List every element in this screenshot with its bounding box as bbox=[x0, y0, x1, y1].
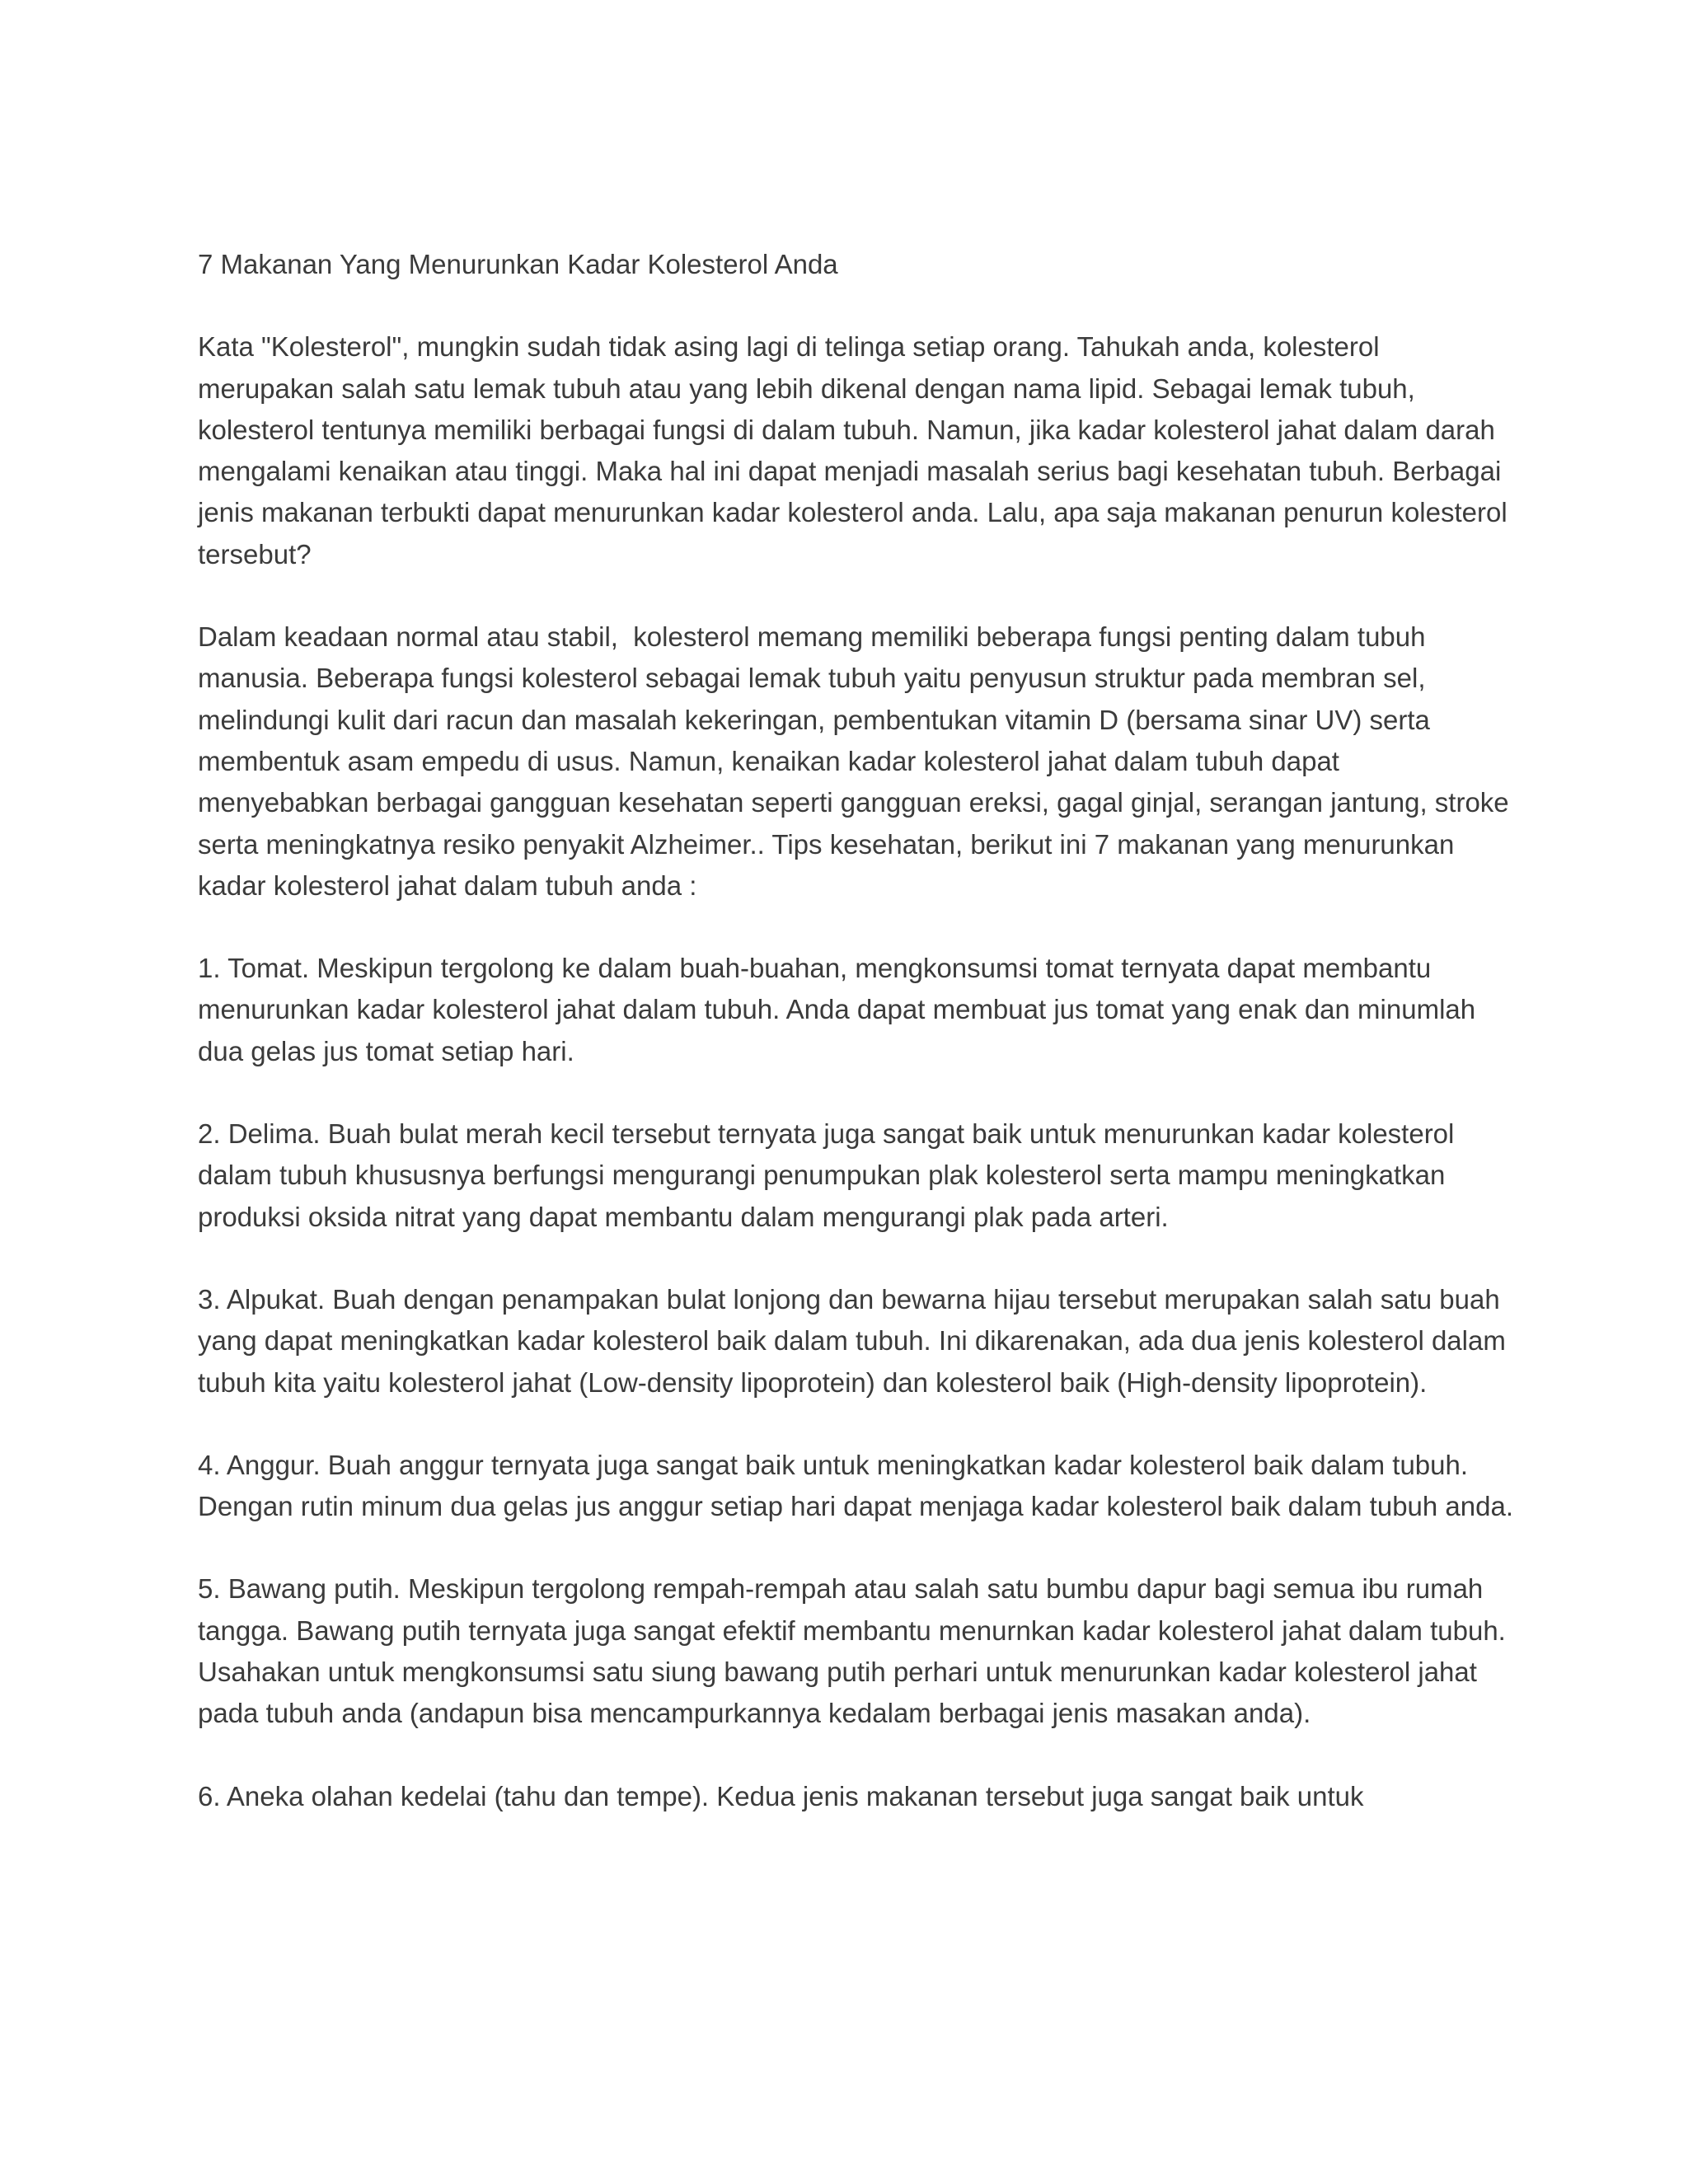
background-paragraph: Dalam keadaan normal atau stabil, kolesterol memang memiliki beberapa fungsi penting dalam tubuh manusia. Beberapa fungsi kolesterol sebagai lemak tubuh yaitu penyusun struktur pada membran sel, melindungi kulit dari racun dan masalah kekeringan, pembentukan vitamin D (bersama sinar UV) serta membentuk asam empedu di usus. Namun, kenaikan kadar kolesterol jahat dalam tubuh dapat menyebabkan berbagai gangguan kesehatan seperti gangguan ereksi, gagal ginjal, serangan jantung, stroke serta meningkatnya resiko penyakit Alzheimer.. Tips kesehatan, berikut ini 7 makanan yang menurunkan kadar kolesterol jahat dalam tubuh anda : bbox=[198, 621, 1517, 901]
list-item-delima: 2. Delima. Buah bulat merah kecil tersebut ternyata juga sangat baik untuk menurunkan kadar kolesterol dalam tubuh khususnya berfungsi mengurangi penumpukan plak kolesterol serta mampu meningkatkan produksi oksida nitrat yang dapat membantu dalam mengurangi plak pada arteri. bbox=[198, 1118, 1462, 1232]
document-page bbox=[198, 244, 1517, 1858]
list-item-kedelai: 6. Aneka olahan kedelai (tahu dan tempe). Kedua jenis makanan tersebut juga sangat baik untuk bbox=[198, 1780, 1364, 1811]
list-item-bawang-putih: 5. Bawang putih. Meskipun tergolong rempah-rempah atau salah satu bumbu dapur bagi semua ibu rumah tangga. Bawang putih ternyata juga sangat efektif membantu menurnkan kadar kolesterol jahat dalam tubuh. Usahakan untuk mengkonsumsi satu siung bawang putih perhari untuk menurunkan kadar kolesterol jahat pada tubuh anda (andapun bisa mencampurkannya kedalam berbagai jenis masakan anda). bbox=[198, 1573, 1514, 1729]
list-item-tomat: 1. Tomat. Meskipun tergolong ke dalam buah-buahan, mengkonsumsi tomat ternyata dapat membantu menurunkan kadar kolesterol jahat dalam tubuh. Anda dapat membuat jus tomat yang enak dan minumlah dua gelas jus tomat setiap hari. bbox=[198, 953, 1484, 1066]
list-item-alpukat: 3. Alpukat. Buah dengan penampakan bulat lonjong dan bewarna hijau tersebut merupakan salah satu buah yang dapat meningkatkan kadar kolesterol baik dalam tubuh. Ini dikarenakan, ada dua jenis kolesterol dalam tubuh kita yaitu kolesterol jahat (Low-density lipoprotein) dan kolesterol baik (High-density lipoprotein). bbox=[198, 1283, 1513, 1398]
document-title: 7 Makanan Yang Menurunkan Kadar Kolesterol Anda bbox=[198, 249, 838, 279]
intro-paragraph: Kata "Kolesterol", mungkin sudah tidak asing lagi di telinga setiap orang. Tahukah anda, kolesterol merupakan salah satu lemak tubuh atau yang lebih dikenal dengan nama lipid. Sebagai lemak tubuh, kolesterol tentunya memiliki berbagai fungsi di dalam tubuh. Namun, jika kadar kolesterol jahat dalam darah mengalami kenaikan atau tinggi. Maka hal ini dapat menjadi masalah serius bagi kesehatan tubuh. Berbagai jenis makanan terbukti dapat menurunkan kadar kolesterol anda. Lalu, apa saja makanan penurun kolesterol tersebut? bbox=[198, 331, 1515, 569]
list-item-anggur: 4. Anggur. Buah anggur ternyata juga sangat baik untuk meningkatkan kadar kolesterol baik dalam tubuh. Dengan rutin minum dua gelas jus anggur setiap hari dapat menjaga kadar kolesterol baik dalam tubuh anda. bbox=[198, 1449, 1514, 1522]
